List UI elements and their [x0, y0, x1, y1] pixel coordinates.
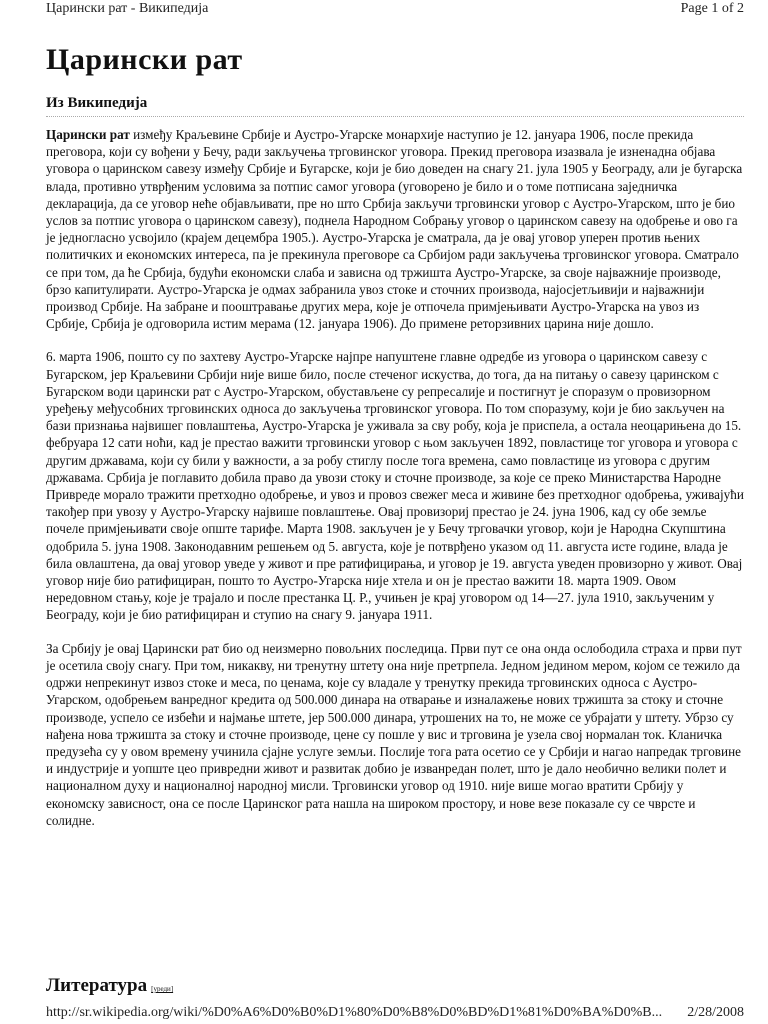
print-header: [46, 0, 744, 18]
paragraph-second: 6. марта 1906, пошто су по захтеву Аустро-Угарске најпре напуштене главне одредбе из уговора о царинском савезу с Бугарском, јер Краљевини Србији није више било, после стеченог искуства, до тога, да на питању о савезу царинском с Бугарском води царински рат с Аустро-Угарском, обустављене су репресалије и постигнут је споразум о провизорном уређењу међусобних трговинских односа до закључења трговинског уговора. По том споразуму, који је био закључен на бази признања највишег повлаштења, Аустро-Угарска је уживала за сву робу, која је приспела, а остала неоцарињена до 15. фебруара 12 сати ноћи, кад је престао важити трговински уговор с њом закључен 1892, повластице тог уговора и уговора с другим државама, који су били у важности, а за робу стиглу после тога времена, само повластице из уговора с другим државама. Србија је поглавито добила право да увози стоку и сточне производе, за које се преко Министарства Народне Привреде морало тражити претходно одобрење, и увоз и провоз свежег меса и живине без претходног одобрења, уживајући такођер при увозу у Аустро-Угарску највише повлаштење. Овај провизориј престао је 24. јуна 1906, кад су обе земље почеле примјењивати своје опште тарифе. Марта 1908. закључен је у Бечу трговачки уговор, који је Народна Скупштина одобрила 5. јуна 1908. Законодавним решењем од 5. августа, које је потврђено указом од 11. августа исте године, влада је била овлаштена, да овај уговор уведе у живот и пре ратифицирања, и уговор је 19. августа уведен провизорно у живот. Овај уговор није био ратифициран, пошто то Аустро-Угарска није хтела и он је престао важити 18. марта 1909. Овом нередовном стању, које је трајало и после престанка Ц. Р., учињен је крај уговором од 14—27. јула 1910, закљученим у Београду, који је био ратифициран и ступио на снагу 9. јануара 1911.: [46, 349, 744, 623]
print-header-doc-title: Царински рат - Википедија: [46, 1, 209, 16]
article-subject-bold: Царински рат: [46, 127, 130, 142]
print-footer-date: 2/28/2008: [679, 1004, 744, 1022]
print-header-page-number: Page 1 of 2: [680, 1, 744, 16]
paragraph-intro-text: између Краљевине Србије и Аустро-Угарске монархије наступио је 12. јануара 1906, после прекида преговора, који су вођени у Бечу, ради закључења трговинског уговора. Прекид преговора изазвала је изненадна објава уговора о царинском савезу између Србије и Бугарске, који је био доведен на снагу 21. јула 1905 у Београду, али је бугарска влада, противно утврђеним условима за потпис самог уговора (уговорено је било и о томе потписана заједничка декларација, да се уговор неће објављивати, пре но што Србија закључи трговински уговор с Аустро-Угарском, што је био услов за потпис уговора о царинском савезу), поднела Народном Собрању уговор о царинском савезу на одобрење и ово га је једногласно усвојило (крајем децембра 1905.). Аустро-Угарска је сматрала, да је овај уговор уперен против њених политичких и економских интереса, па је прекинула преговоре са Србијом ради закључења трговинског уговора. Сматрало се при том, да ће Србија, будући економски слаба и зависна од тржишта Аустро-Угарске, за своје најважније производе, брзо капитулирати. Аустро-Угарска је одмах забранила увоз стоке и сточних производа, најосјетљивији и најважнији производ Србије. На забране и пооштравање других мера, које је отпочела примјењивати Аустро-Угарска на увоз из Србије, Србија је одговорила истим мерама (12. јануара 1906). До примене реторзивних царина није дошло.: [46, 127, 743, 332]
paragraph-third: За Србију је овај Царински рат био од неизмерно повољних последица. Први пут се она онда ослободила страха и први пут је осетила своју снагу. При том, никакву, ни тренутну штету она није претрпела. Једном јединoм мером, којом се тежило да одржи непрекинут извоз стоке и меса, по ценама, које су владале у тренутку прекида трговинских односа с Аустро-Угарском, одобрењем ванредног кредита од 500.000 динара на отварање и изналажење нових тржишта за стоку и сточне производе, успело се избећи и најмање штете, јер 500.000 динара, утрошених на то, не може се убрајати у штету. Убрзо су нађена нова тржишта за стоку и сточне производе, цене су пошле у вис и трговина је узела свој нормалан ток. Кланичка предузећа су у овом времену учинила сјајне услуге земљи. Послије тога рата осетио се у Србији и нагао напредак трговине и индустрије и уопште цео привредни живот и развитак добио је изванредан полет, што је дало необично велики полет и националном духу и националној народној мисли. Трговински уговор од 1910. није више могао вратити Србију у економску зависност, она се после Царинског рата нашла на широком простору, и нове везе показале су се чврсте и солидне.: [46, 640, 742, 828]
section-heading-literature: [46, 974, 173, 1001]
site-subtitle: Из Википедија: [46, 93, 744, 117]
paragraph-intro: [46, 126, 744, 332]
print-footer: [46, 1004, 744, 1022]
section-heading-literature-label: Литература: [46, 975, 148, 996]
article-body: [46, 126, 744, 845]
edit-section-link[interactable]: [уреди]: [151, 985, 174, 993]
page-title: Царински рат: [46, 43, 243, 76]
print-footer-url: http://sr.wikipedia.org/wiki/%D0%A6%D0%B0%D1%80%D0%B8%D0%BD%D1%81%D0%BA%D0%B...: [46, 1005, 663, 1020]
